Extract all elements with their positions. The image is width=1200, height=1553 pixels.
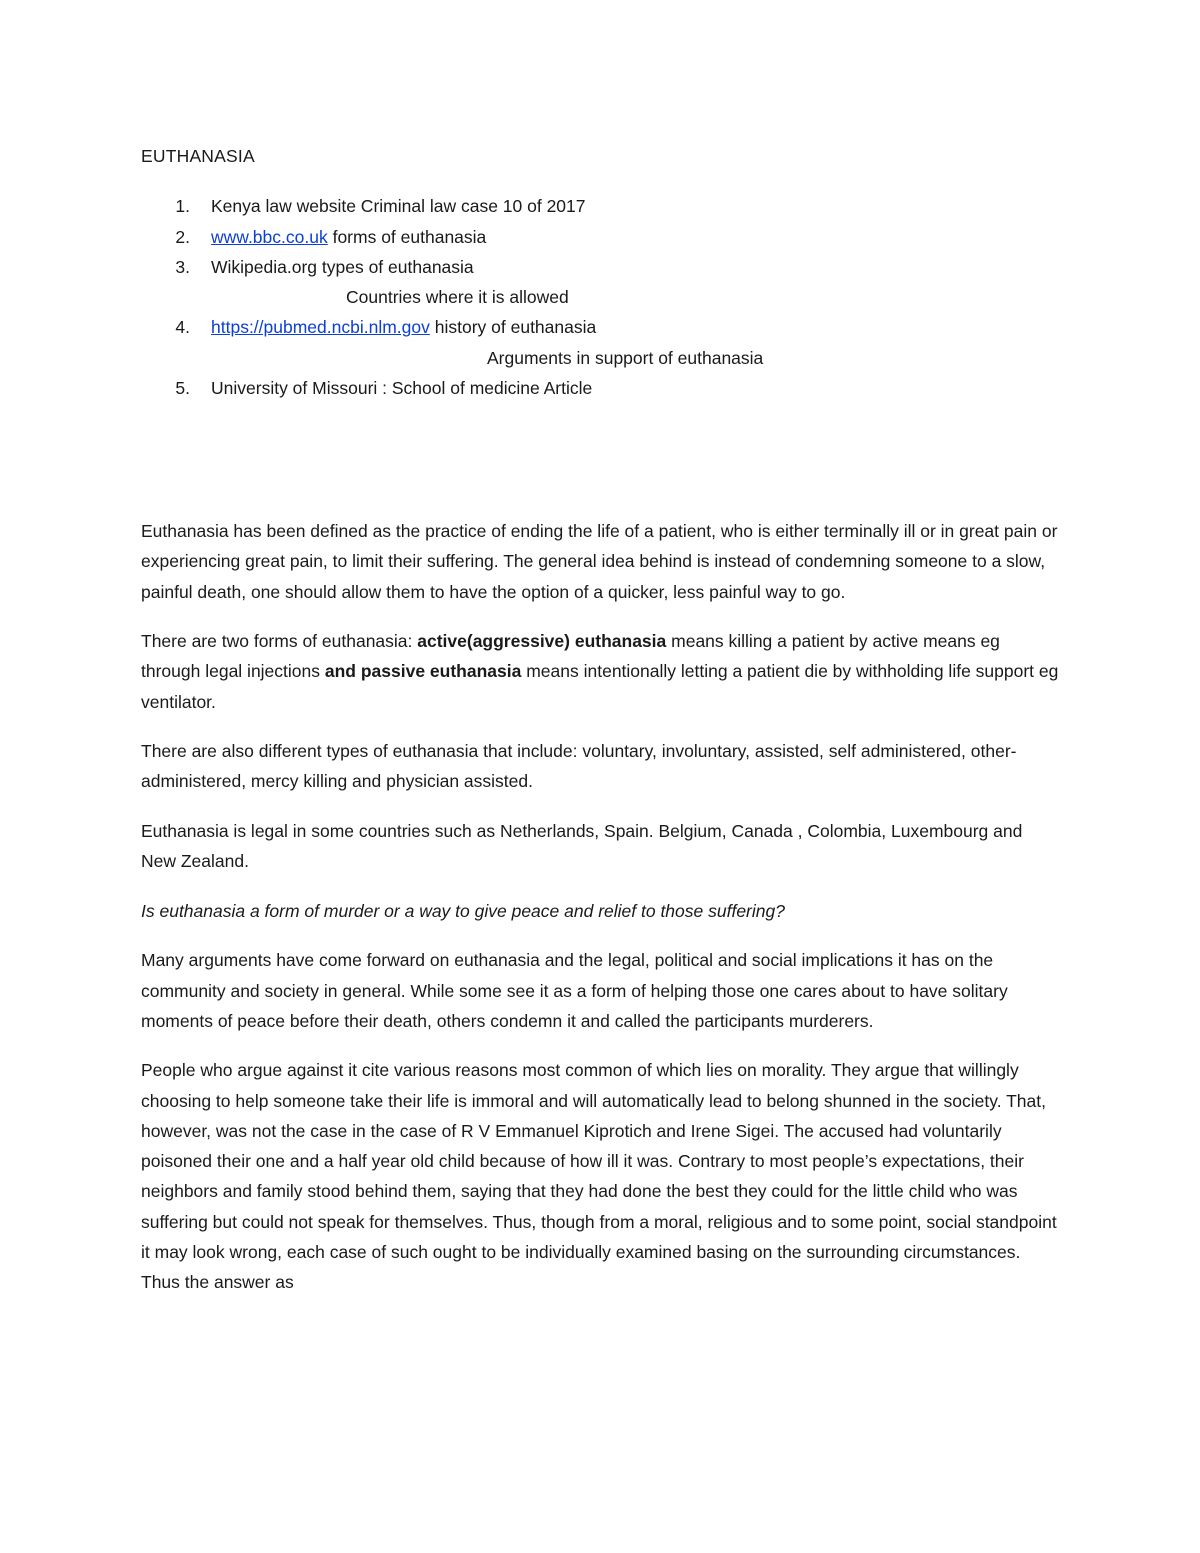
text-span: means killing a patient by active means eg through legal injections <box>141 631 1000 682</box>
reference-number: 1. <box>175 196 190 216</box>
pubmed-link[interactable]: https://pubmed.ncbi.nlm.gov <box>211 317 430 337</box>
reference-text: history of euthanasia <box>429 317 597 337</box>
reference-text: University of Missouri : School of medicine Article <box>211 378 593 398</box>
reference-number: 4. <box>175 317 190 337</box>
paragraph-against: People who argue against it cite various reasons most common of which lies on morality. They argue that willingly choosing to help someone take their life is immoral and will automatically lead to belong shunned in the society. That, however, was not the case in the case of R V Emmanuel Kiprotich and Irene Sigei. The accused had voluntarily poisoned their one and a half year old child because of how ill it was. Contrary to most people’s expectations, their neighbors and family stood behind them, saying that they had done the best they could for the little child who was suffering but could not speak for themselves. Thus, though from a moral, religious and to some point, social standpoint it may look wrong, each case of such ought to be individually examined basing on the surrounding circumstances. Thus the answer as <box>141 1060 1057 1293</box>
document-body <box>141 516 1061 1317</box>
reference-text: Kenya law website Criminal law case 10 of 2017 <box>211 196 586 216</box>
reference-item-2 <box>211 226 486 248</box>
paragraph-definition: Euthanasia has been defined as the practice of ending the life of a patient, who is either terminally ill or in great pain or experiencing great pain, to limit their suffering. The general idea behind is instead of condemning someone to a slow, painful death, one should allow them to have the option of a quicker, less painful way to go. <box>141 521 1058 602</box>
text-span: means intentionally letting a patient die by withholding life support eg ventilator. <box>141 661 1059 712</box>
reference-item-4 <box>211 316 596 338</box>
document-title: EUTHANASIA <box>141 146 255 166</box>
reference-number: 2. <box>175 227 190 247</box>
bold-term-active: active(aggressive) euthanasia <box>417 631 667 652</box>
reference-number: 3. <box>175 257 190 277</box>
reference-text: Wikipedia.org types of euthanasia <box>211 257 474 277</box>
reference-continuation: Countries where it is allowed <box>346 287 569 307</box>
reference-continuation: Arguments in support of euthanasia <box>487 348 764 368</box>
bbc-link[interactable]: www.bbc.co.uk <box>211 227 328 247</box>
paragraph-forms <box>141 626 1061 717</box>
paragraph-question: Is euthanasia a form of murder or a way to give peace and relief to those suffering? <box>141 900 785 921</box>
reference-number: 5. <box>175 378 190 398</box>
paragraph-arguments: Many arguments have come forward on euthanasia and the legal, political and social implications it has on the community and society in general. While some see it as a form of helping those one cares about to have solitary moments of peace before their death, others condemn it and called the participants murderers. <box>141 950 1008 1031</box>
text-span: There are two forms of euthanasia: <box>141 631 418 652</box>
bold-term-passive: and passive euthanasia <box>324 661 522 682</box>
reference-text: forms of euthanasia <box>327 227 487 247</box>
paragraph-types: There are also different types of euthanasia that include: voluntary, involuntary, assisted, self administered, other-administered, mercy killing and physician assisted. <box>141 741 1017 792</box>
paragraph-legal-countries: Euthanasia is legal in some countries such as Netherlands, Spain. Belgium, Canada , Colombia, Luxembourg and New Zealand. <box>141 820 1023 872</box>
